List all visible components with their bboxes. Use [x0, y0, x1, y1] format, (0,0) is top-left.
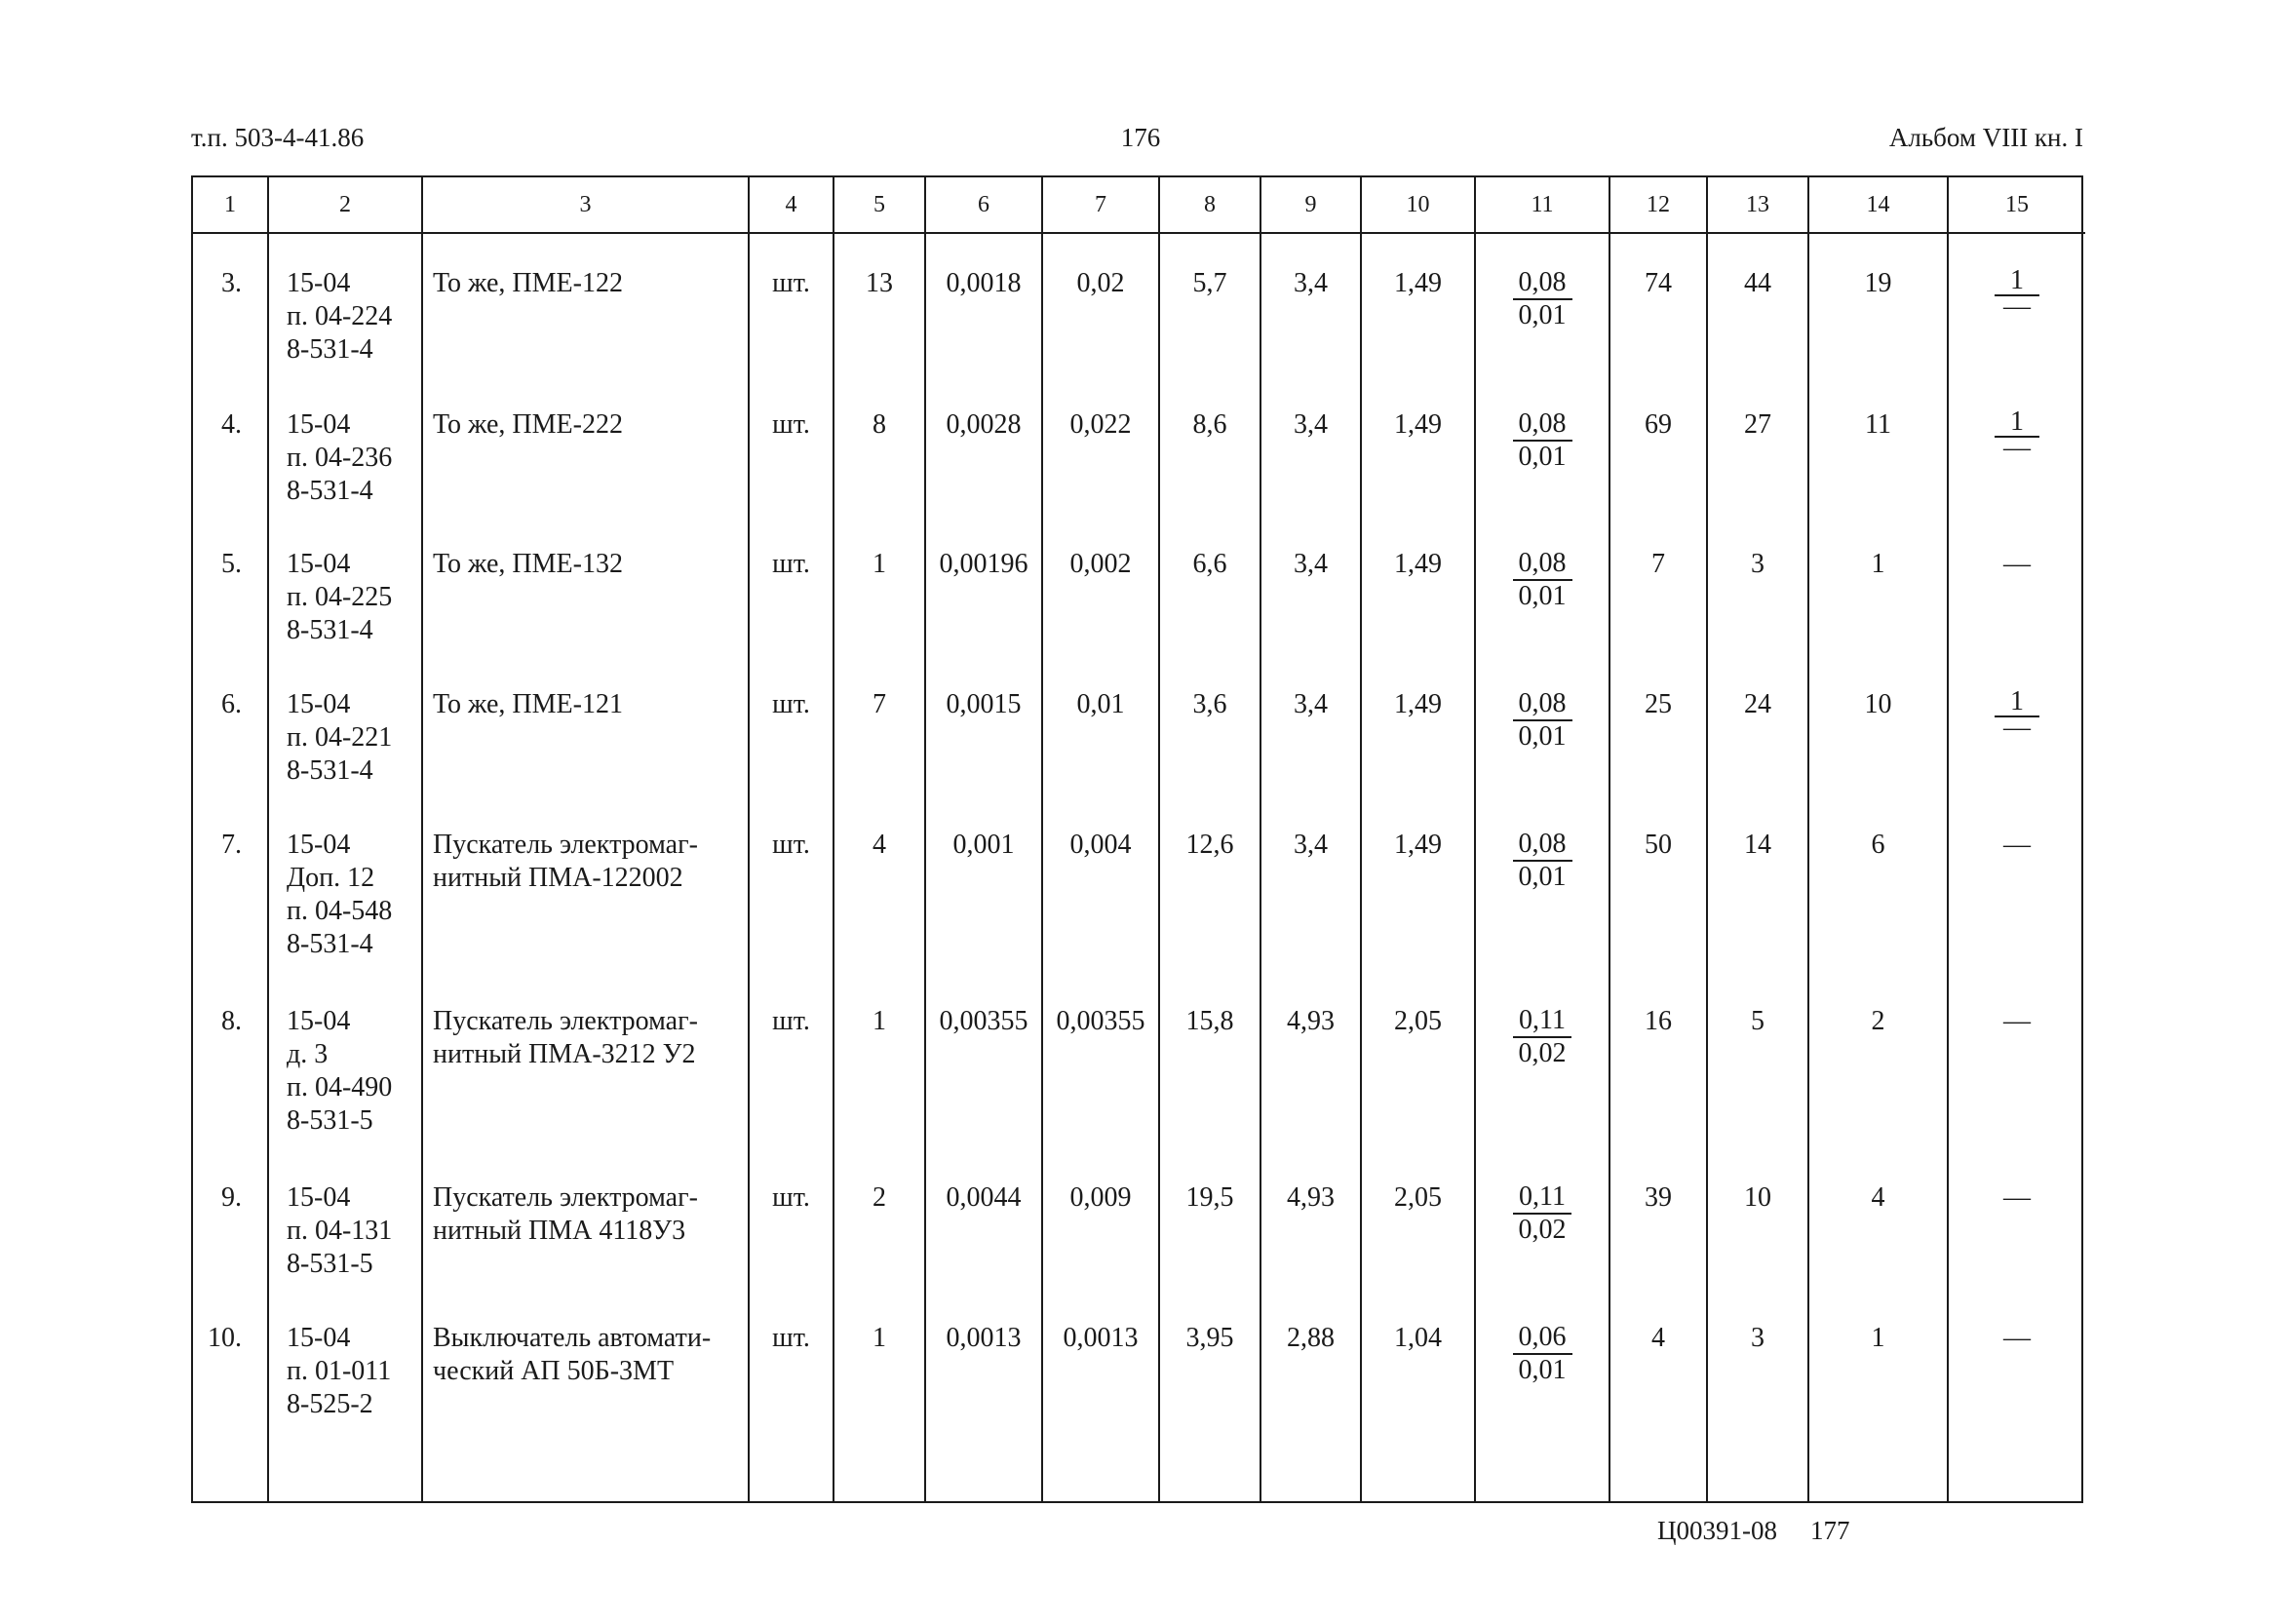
- item-code-line: д. 3: [287, 1039, 329, 1070]
- value-cell: 0,0013: [925, 1306, 1042, 1501]
- value-cell: 11: [1808, 393, 1948, 533]
- fraction-cell: [1475, 532, 1609, 673]
- fraction-numerator: 0,08: [1513, 267, 1572, 300]
- value-cell: 10: [1808, 673, 1948, 813]
- item-code-line: 8-531-4: [287, 475, 373, 506]
- value-cell: 39: [1609, 1166, 1707, 1306]
- item-name-line: Пускатель электромаг-: [433, 830, 698, 861]
- item-code-line: п. 04-131: [287, 1216, 393, 1247]
- value-cell: 12,6: [1159, 813, 1260, 989]
- value-cell: 1: [1808, 532, 1948, 673]
- value-cell: 50: [1609, 813, 1707, 989]
- unit-cell: шт.: [749, 532, 834, 673]
- item-code: [268, 532, 422, 673]
- column-header: 13: [1707, 177, 1808, 233]
- fraction-cell: [1475, 673, 1609, 813]
- value-cell: 0,0013: [1042, 1306, 1159, 1501]
- item-code-line: 15-04: [287, 1182, 351, 1214]
- item-code-line: 8-531-4: [287, 929, 373, 960]
- value-cell: 1: [1808, 1306, 1948, 1501]
- fraction-cell: [1475, 813, 1609, 989]
- value-cell: 0,0028: [925, 393, 1042, 533]
- item-code-line: п. 04-236: [287, 442, 393, 473]
- value-cell: 4: [834, 813, 925, 989]
- value-cell: 27: [1707, 393, 1808, 533]
- table-row: [193, 532, 2085, 673]
- value-cell: 0,02: [1042, 233, 1159, 393]
- value-cell: 4: [1609, 1306, 1707, 1501]
- fraction-denominator: 0,02: [1518, 1215, 1567, 1246]
- value-cell: 3,4: [1260, 233, 1361, 393]
- table-row: [193, 989, 2085, 1166]
- unit-cell: шт.: [749, 813, 834, 989]
- column-header: 4: [749, 177, 834, 233]
- item-code-line: п. 04-221: [287, 722, 393, 754]
- table-row: [193, 1166, 2085, 1306]
- fraction-denominator: 0,01: [1518, 721, 1567, 753]
- value-cell: 0,00355: [925, 989, 1042, 1166]
- value-cell: 8: [834, 393, 925, 533]
- value-cell: 3,4: [1260, 673, 1361, 813]
- row-number: 3.: [221, 268, 242, 298]
- value-cell: 2,05: [1361, 989, 1475, 1166]
- value-cell: 4: [1808, 1166, 1948, 1306]
- value-cell: 3,4: [1260, 813, 1361, 989]
- fraction-cell: [1475, 1166, 1609, 1306]
- item-code-line: Доп. 12: [287, 863, 375, 894]
- column-header: 10: [1361, 177, 1475, 233]
- table-body: [193, 233, 2085, 1501]
- item-code: [268, 233, 422, 393]
- value-cell: 15,8: [1159, 989, 1260, 1166]
- value-cell: 2: [1808, 989, 1948, 1166]
- value-cell: 10: [1707, 1166, 1808, 1306]
- item-code-line: п. 04-224: [287, 301, 393, 331]
- value-cell: 1,49: [1361, 233, 1475, 393]
- row-number: 9.: [221, 1182, 242, 1214]
- page-number: 176: [1120, 123, 1161, 152]
- value-cell: 4,93: [1260, 989, 1361, 1166]
- fraction: [1513, 267, 1572, 331]
- value-cell: 6: [1808, 813, 1948, 989]
- item-name-line: нитный ПМА-122002: [433, 863, 683, 894]
- value-cell: 8,6: [1159, 393, 1260, 533]
- value-cell: 13: [834, 233, 925, 393]
- value-cell: 74: [1609, 233, 1707, 393]
- item-name-line: Пускатель электромаг-: [433, 1182, 698, 1214]
- fraction-denominator: 0,01: [1518, 441, 1567, 472]
- item-code-line: 15-04: [287, 408, 351, 440]
- table-row: [193, 233, 2085, 393]
- row-number: 6.: [221, 689, 242, 720]
- item-name-line: То же, ПМЕ-132: [433, 549, 623, 580]
- fraction: [1513, 1181, 1571, 1246]
- unit-cell: шт.: [749, 233, 834, 393]
- fraction-denominator: 0,01: [1518, 300, 1567, 330]
- column-header: 6: [925, 177, 1042, 233]
- fraction: [1513, 548, 1572, 612]
- fraction-cell: [1475, 393, 1609, 533]
- item-code-line: 15-04: [287, 1006, 351, 1037]
- note-cell: —: [1948, 989, 2085, 1166]
- value-cell: 0,00355: [1042, 989, 1159, 1166]
- value-cell: 5: [1707, 989, 1808, 1166]
- value-cell: 7: [834, 673, 925, 813]
- value-cell: 3: [1707, 532, 1808, 673]
- value-cell: 14: [1707, 813, 1808, 989]
- unit-cell: шт.: [749, 1166, 834, 1306]
- fraction-denominator: 0,01: [1518, 1355, 1567, 1386]
- value-cell: 0,00196: [925, 532, 1042, 673]
- value-cell: 3: [1707, 1306, 1808, 1501]
- value-cell: 19: [1808, 233, 1948, 393]
- fraction-numerator: 0,11: [1513, 1181, 1571, 1215]
- item-code-line: 15-04: [287, 689, 351, 720]
- value-cell: 3,4: [1260, 532, 1361, 673]
- value-cell: 0,01: [1042, 673, 1159, 813]
- column-header: 7: [1042, 177, 1159, 233]
- item-code: [268, 1166, 422, 1306]
- item-code-line: 8-531-4: [287, 755, 373, 787]
- fraction-denominator: —: [2003, 291, 2031, 322]
- row-number: 7.: [221, 830, 242, 861]
- column-header: 2: [268, 177, 422, 233]
- value-cell: 0,0015: [925, 673, 1042, 813]
- row-number: 10.: [208, 1323, 242, 1354]
- item-name-line: Выключатель автомати-: [433, 1323, 712, 1354]
- fraction-numerator: 0,06: [1513, 1322, 1572, 1355]
- item-code: [268, 989, 422, 1166]
- item-code-line: 8-531-5: [287, 1105, 373, 1137]
- fraction-denominator: 0,01: [1518, 862, 1567, 893]
- item-code-line: 15-04: [287, 830, 351, 861]
- fraction-numerator: 0,11: [1513, 1005, 1571, 1038]
- item-code-line: п. 04-548: [287, 896, 393, 927]
- fraction-cell: [1475, 989, 1609, 1166]
- column-header: 14: [1808, 177, 1948, 233]
- footer: [1657, 1516, 1850, 1546]
- header-row: [193, 177, 2085, 233]
- note-cell: —: [1948, 1166, 2085, 1306]
- fraction-numerator: 0,08: [1513, 829, 1572, 862]
- row-number: 8.: [221, 1006, 242, 1037]
- value-cell: 1,49: [1361, 532, 1475, 673]
- fraction-numerator: 1: [1995, 267, 2039, 296]
- value-cell: 0,009: [1042, 1166, 1159, 1306]
- column-header: 8: [1159, 177, 1260, 233]
- table-row: [193, 1306, 2085, 1501]
- value-cell: 4,93: [1260, 1166, 1361, 1306]
- item-name: [422, 1166, 749, 1306]
- fraction-numerator: 1: [1995, 688, 2039, 717]
- item-name-line: То же, ПМЕ-121: [433, 689, 623, 720]
- data-table: [193, 177, 2085, 1501]
- item-name-line: То же, ПМЕ-222: [433, 408, 623, 440]
- item-code-line: 15-04: [287, 268, 351, 298]
- value-cell: 0,0044: [925, 1166, 1042, 1306]
- table-row: [193, 673, 2085, 813]
- item-name-line: ческий АП 50Б-3МТ: [433, 1356, 675, 1387]
- value-cell: 0,0018: [925, 233, 1042, 393]
- fraction-numerator: 1: [1995, 408, 2039, 438]
- fraction-denominator: —: [2003, 713, 2031, 744]
- unit-cell: шт.: [749, 673, 834, 813]
- item-code-line: 8-531-5: [287, 1249, 373, 1280]
- fraction: [1995, 686, 2039, 744]
- note-cell: [1948, 233, 2085, 393]
- fraction: [1513, 1322, 1572, 1386]
- value-cell: 25: [1609, 673, 1707, 813]
- column-header: 3: [422, 177, 749, 233]
- value-cell: 2,05: [1361, 1166, 1475, 1306]
- value-cell: 0,004: [1042, 813, 1159, 989]
- item-name: [422, 989, 749, 1166]
- column-header: 5: [834, 177, 925, 233]
- item-code: [268, 813, 422, 989]
- value-cell: 2,88: [1260, 1306, 1361, 1501]
- value-cell: 0,002: [1042, 532, 1159, 673]
- fraction-numerator: 0,08: [1513, 688, 1572, 721]
- fraction: [1995, 406, 2039, 463]
- value-cell: 3,4: [1260, 393, 1361, 533]
- item-name: [422, 532, 749, 673]
- item-name-line: Пускатель электромаг-: [433, 1006, 698, 1037]
- fraction: [1513, 688, 1572, 753]
- item-name: [422, 813, 749, 989]
- fraction-cell: [1475, 233, 1609, 393]
- fraction: [1513, 408, 1572, 473]
- item-code: [268, 393, 422, 533]
- value-cell: 24: [1707, 673, 1808, 813]
- unit-cell: шт.: [749, 989, 834, 1166]
- value-cell: 1,49: [1361, 813, 1475, 989]
- item-code: [268, 1306, 422, 1501]
- note-cell: —: [1948, 813, 2085, 989]
- fraction-cell: [1475, 1306, 1609, 1501]
- column-header: 1: [193, 177, 268, 233]
- value-cell: 5,7: [1159, 233, 1260, 393]
- value-cell: 3,95: [1159, 1306, 1260, 1501]
- fraction-denominator: —: [2003, 432, 2031, 463]
- footer-page: 177: [1810, 1516, 1850, 1545]
- item-code-line: п. 01-011: [287, 1356, 392, 1387]
- fraction-numerator: 0,08: [1513, 408, 1572, 442]
- value-cell: 19,5: [1159, 1166, 1260, 1306]
- item-code: [268, 673, 422, 813]
- item-name-line: нитный ПМА-3212 У2: [433, 1039, 696, 1070]
- document-code: т.п. 503-4-41.86: [191, 123, 365, 152]
- item-code-line: 8-531-4: [287, 615, 373, 646]
- value-cell: 0,022: [1042, 393, 1159, 533]
- item-name: [422, 673, 749, 813]
- item-name: [422, 393, 749, 533]
- row-number: 4.: [221, 408, 242, 440]
- column-header: 11: [1475, 177, 1609, 233]
- value-cell: 16: [1609, 989, 1707, 1166]
- item-code-line: 15-04: [287, 549, 351, 580]
- album-label: Альбом VIII кн. I: [1888, 123, 2083, 152]
- value-cell: 2: [834, 1166, 925, 1306]
- unit-cell: шт.: [749, 393, 834, 533]
- fraction: [1995, 265, 2039, 322]
- fraction-denominator: 0,01: [1518, 581, 1567, 612]
- column-header: 9: [1260, 177, 1361, 233]
- value-cell: 1: [834, 532, 925, 673]
- table-row: [193, 813, 2085, 989]
- value-cell: 69: [1609, 393, 1707, 533]
- value-cell: 1,49: [1361, 673, 1475, 813]
- unit-cell: шт.: [749, 1306, 834, 1501]
- note-cell: [1948, 393, 2085, 533]
- item-code-line: п. 04-490: [287, 1072, 393, 1103]
- note-cell: —: [1948, 532, 2085, 673]
- fraction: [1513, 1005, 1571, 1069]
- column-header: 15: [1948, 177, 2085, 233]
- table-row: [193, 393, 2085, 533]
- value-cell: 1: [834, 1306, 925, 1501]
- item-name-line: То же, ПМЕ-122: [433, 268, 623, 298]
- value-cell: 7: [1609, 532, 1707, 673]
- value-cell: 44: [1707, 233, 1808, 393]
- item-code-line: 8-531-4: [287, 334, 373, 365]
- value-cell: 1,49: [1361, 393, 1475, 533]
- value-cell: 1: [834, 989, 925, 1166]
- item-code-line: 15-04: [287, 1323, 351, 1354]
- fraction-denominator: 0,02: [1518, 1038, 1567, 1069]
- item-code-line: 8-525-2: [287, 1389, 373, 1420]
- value-cell: 6,6: [1159, 532, 1260, 673]
- specification-table: [191, 175, 2083, 1503]
- item-name-line: нитный ПМА 4118У3: [433, 1216, 686, 1247]
- row-number: 5.: [221, 549, 242, 580]
- footer-code: Ц00391-08: [1657, 1516, 1777, 1545]
- value-cell: 0,001: [925, 813, 1042, 989]
- item-name: [422, 1306, 749, 1501]
- note-cell: —: [1948, 1306, 2085, 1501]
- column-header: 12: [1609, 177, 1707, 233]
- fraction-numerator: 0,08: [1513, 548, 1572, 581]
- item-code-line: п. 04-225: [287, 582, 393, 613]
- value-cell: 3,6: [1159, 673, 1260, 813]
- note-cell: [1948, 673, 2085, 813]
- item-name: [422, 233, 749, 393]
- fraction: [1513, 829, 1572, 893]
- value-cell: 1,04: [1361, 1306, 1475, 1501]
